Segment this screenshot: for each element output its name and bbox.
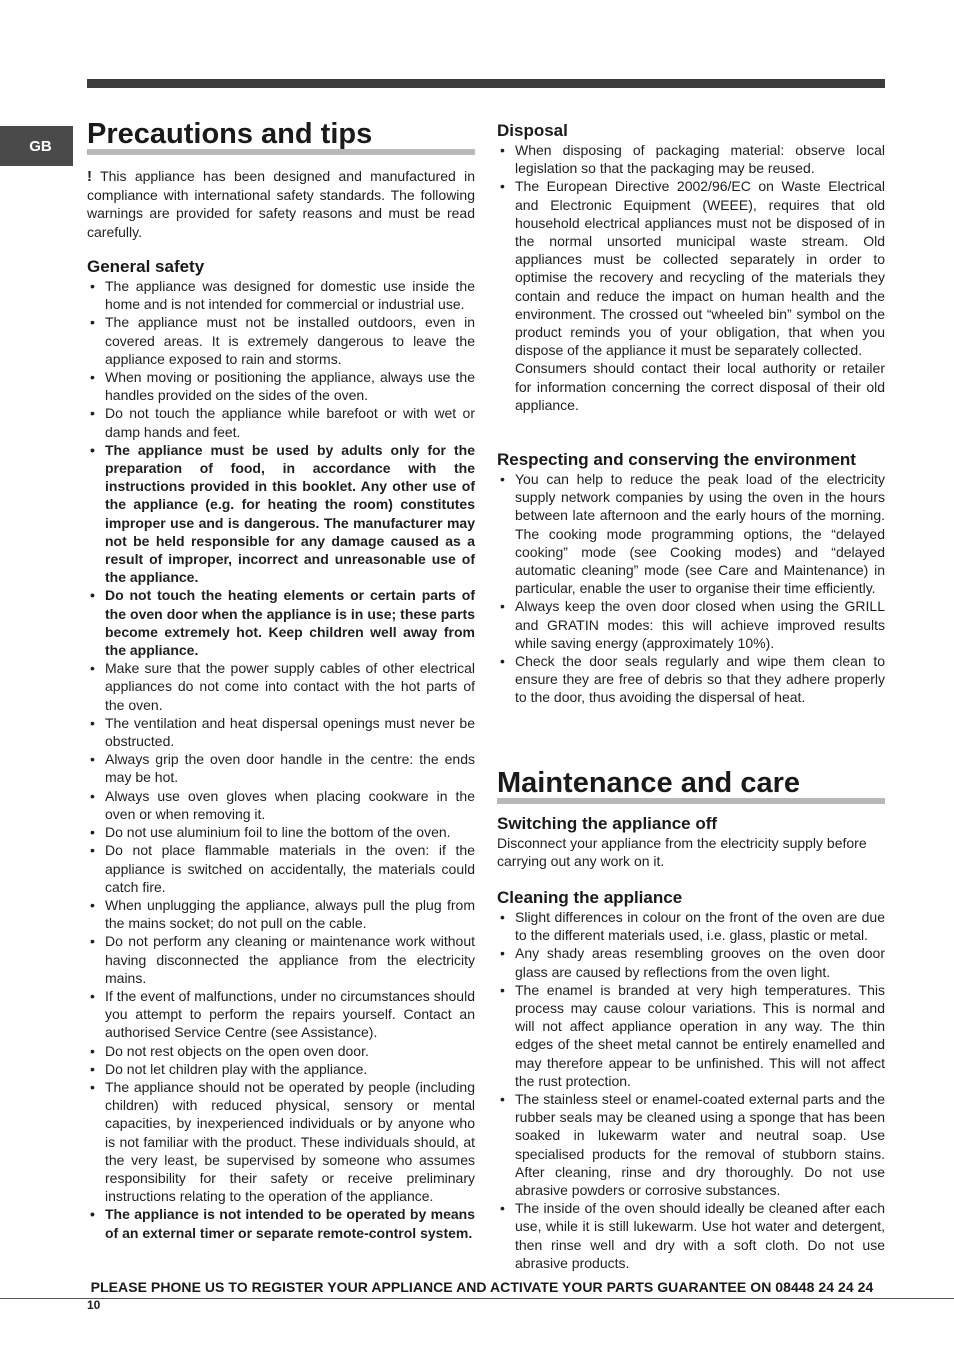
maintenance-title: Maintenance and care <box>497 768 885 804</box>
list-item: • Always grip the oven door handle in the centre: the ends may be hot. <box>90 751 475 786</box>
page-number: 10 <box>87 1298 101 1312</box>
switching-heading: Switching the appliance off <box>497 814 718 833</box>
list-item: • The appliance must be used by adults only for the preparation of food, in accordance with the instructions provided in this booklet. Any other use of the appliance (e.g. for heating the room) constitutes improper use and is dangerous. The manufacturer may not be held responsible for any damage caused as a result of improper, incorrect and unreasonable use of the appliance. <box>90 441 475 586</box>
list-item: • Make sure that the power supply cables of other electrical appliances do not come into contact with the hot parts of the oven. <box>90 660 475 713</box>
list-item: • Always keep the oven door closed when using the GRILL and GRATIN modes: this will achieve improved results while saving energy (approximately 10%). <box>500 598 885 651</box>
list-item: • When moving or positioning the appliance, always use the handles provided on the sides of the oven. <box>90 369 475 404</box>
general-safety-list <box>87 277 475 1242</box>
list-item: • Do not let children play with the appliance. <box>90 1060 368 1077</box>
list-item: • Any shady areas resembling grooves on the oven door glass are caused by reflections from the oven light. <box>500 945 885 980</box>
register-banner: PLEASE PHONE US TO REGISTER YOUR APPLIANCE AND ACTIVATE YOUR PARTS GUARANTEE ON 08448 24 24 24 <box>90 1279 874 1295</box>
top-rule <box>87 79 885 88</box>
list-item: • Do not use aluminium foil to line the bottom of the oven. <box>90 824 451 841</box>
list-item: • The stainless steel or enamel-coated external parts and the rubber seals may be cleaned using a sponge that has been soaked in lukewarm water and neutral soap. Use specialised products for the removal of stubborn stains. After cleaning, rinse and dry thoroughly. Do not use abrasive powders or corrosive substances. <box>500 1091 885 1199</box>
general-safety-heading: General safety <box>87 257 205 276</box>
list-item: • Do not rest objects on the open oven door. <box>90 1042 369 1059</box>
list-item: • The European Directive 2002/96/EC on Waste Electrical and Electronic Equipment (WEEE), requires that old household electrical appliances must not be disposed of in the normal unsorted municipal waste stream. Old appliances must be collected separately in order to optimise the recovery and recycling of the materials they contain and reduce the impact on human health and the environment. The crossed out “wheeled bin” symbol on the product reminds you of your obligation, that when you dispose of the appliance it must be separately collected. Consumers should contact their local authority or retailer for information concerning the correct disposal of their old appliance. <box>500 178 885 413</box>
precautions-title: Precautions and tips <box>87 119 475 155</box>
list-item: • Do not perform any cleaning or maintenance work without having disconnected the appliance from the electricity mains. <box>90 933 475 986</box>
list-item: • The appliance must not be installed outdoors, even in covered areas. It is extremely dangerous to leave the appliance exposed to rain and storms. <box>90 314 475 367</box>
list-item: • If the event of malfunctions, under no circumstances should you attempt to perform the repairs yourself. Contact an authorised Service Centre (see Assistance). <box>90 987 475 1041</box>
disposal-heading: Disposal <box>497 121 568 140</box>
list-item: • The ventilation and heat dispersal openings must never be obstructed. <box>90 714 475 750</box>
list-item: • The appliance is not intended to be operated by means of an external timer or separate remote-control system. <box>90 1206 475 1241</box>
list-item: • The inside of the oven should ideally be cleaned after each use, while it is still lukewarm. Use hot water and detergent, then rinse well and dry with a soft cloth. Do not use abrasive products. <box>500 1200 885 1271</box>
list-item: • Slight differences in colour on the front of the oven are due to the different materials used, i.e. glass, plastic or metal. <box>500 909 885 944</box>
list-item: • Do not place flammable materials in the oven: if the appliance is switched on accidentally, the materials could catch fire. <box>90 842 475 895</box>
intro-paragraph <box>87 167 475 241</box>
switching-text: Disconnect your appliance from the electricity supply before carrying out any work on it. <box>497 835 867 870</box>
list-item: • Always use oven gloves when placing cookware in the oven or when removing it. <box>90 787 475 822</box>
list-item: • When unplugging the appliance, always pull the plug from the mains socket; do not pull on the cable. <box>90 896 475 932</box>
list-item: • Do not touch the heating elements or certain parts of the oven door when the appliance is in use; these parts become extremely hot. Keep children well away from the appliance. <box>90 587 475 659</box>
list-item: • The appliance should not be operated by people (including children) with reduced physical, sensory or mental capacities, by inexperienced individuals or by anyone who is not familiar with the product. These individuals should, at the very least, be supervised by someone who assumes responsibility for their safety or receive preliminary instructions relating to the operation of the appliance. <box>90 1078 475 1205</box>
language-tab: GB <box>0 126 73 166</box>
list-item: • Check the door seals regularly and wipe them clean to ensure they are free of debris so that they adhere properly to the door, thus avoiding the dispersal of heat. <box>500 653 885 706</box>
environment-heading: Respecting and conserving the environment <box>497 450 856 469</box>
warning-mark: ! <box>87 168 92 185</box>
cleaning-list <box>497 908 885 1272</box>
list-item: • The appliance was designed for domestic use inside the home and is not intended for commercial or industrial use. <box>90 278 475 313</box>
footer-rule <box>0 1298 954 1299</box>
list-item: • You can help to reduce the peak load of the electricity supply network companies by using the oven in the hours between late afternoon and the early hours of the morning. The cooking mode programming options, the “delayed cooking” mode (see Cooking modes) and “delayed automatic cleaning” mode (see Care and Maintenance) in particular, enable the user to organise their time efficiently. <box>500 471 885 597</box>
disposal-list <box>497 141 885 414</box>
environment-list <box>497 470 885 707</box>
cleaning-heading: Cleaning the appliance <box>497 888 683 907</box>
intro-text: This appliance has been designed and manufactured in compliance with international safety standards. The following warnings are provided for safety reasons and must be read carefully. <box>87 168 475 240</box>
list-item: • When disposing of packaging material: observe local legislation so that the packaging may be reused. <box>500 142 885 177</box>
list-item: • The enamel is branded at very high temperatures. This process may cause colour variations. This is normal and will not affect appliance operation in any way. The thin edges of the sheet metal cannot be entirely enamelled and may therefore appear to be unfinished. This will not affect the rust protection. <box>500 981 885 1089</box>
list-item: • Do not touch the appliance while barefoot or with wet or damp hands and feet. <box>90 405 475 440</box>
